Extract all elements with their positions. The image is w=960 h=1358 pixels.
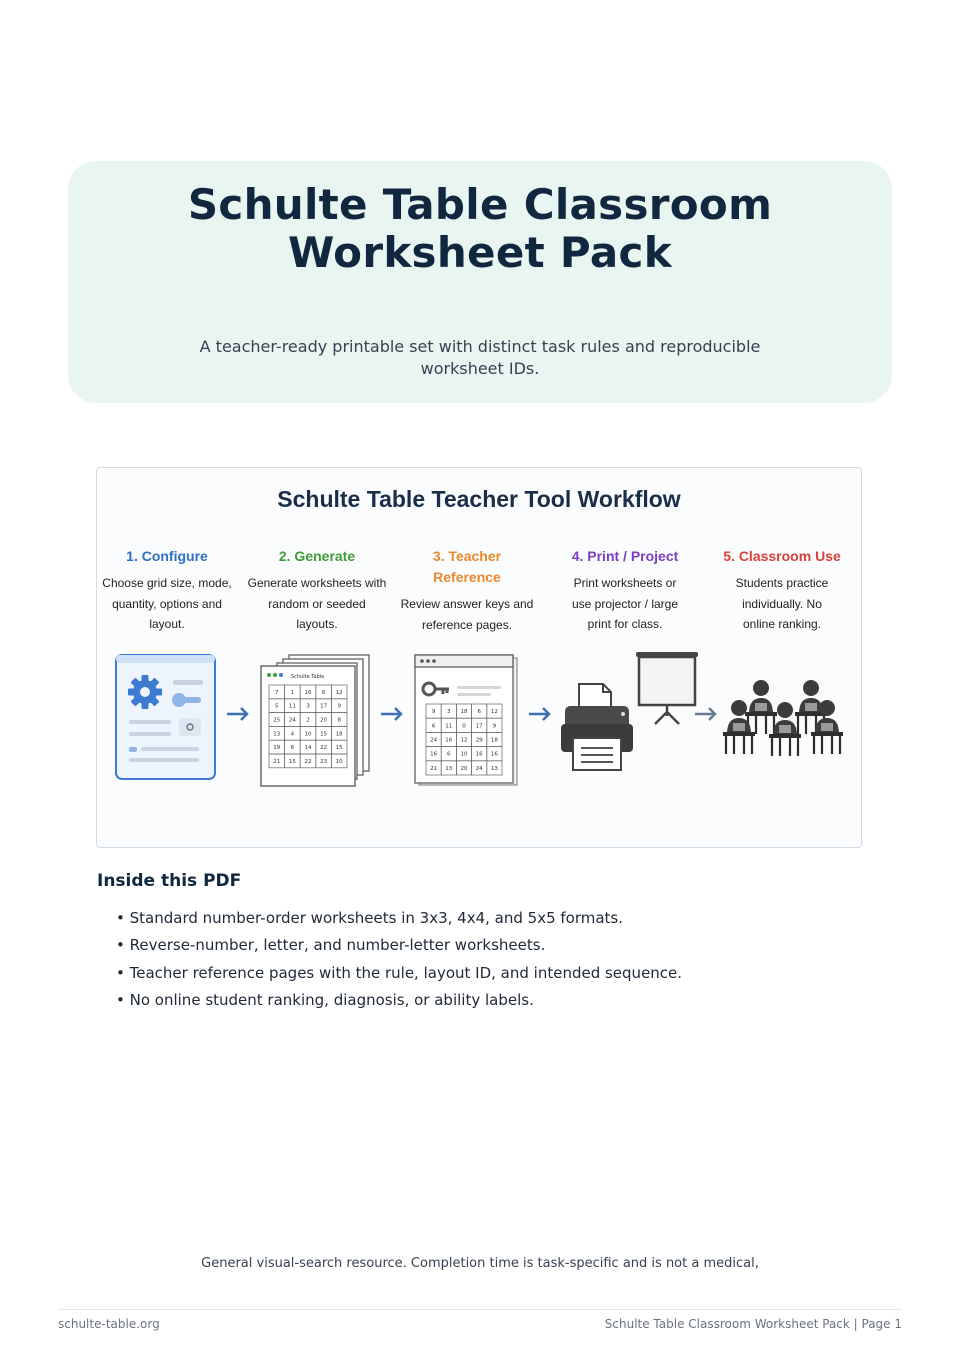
key-number: 17 xyxy=(475,723,483,730)
grid-number: 6 xyxy=(321,689,326,696)
grid-number: 24 xyxy=(288,717,296,724)
key-number: 11 xyxy=(445,723,453,730)
sheet-header: Schulte Table xyxy=(291,674,325,680)
workflow-title: Schulte Table Teacher Tool Workflow xyxy=(277,486,681,512)
grid-number: 2 xyxy=(306,717,310,724)
grid-number: 20 xyxy=(320,717,328,724)
worksheet-front xyxy=(261,666,355,786)
key-number: 20 xyxy=(460,765,468,772)
grid-number: 22 xyxy=(304,758,312,765)
step-teacher-reference xyxy=(397,546,537,635)
key-number: 3 xyxy=(447,709,451,716)
key-number: 6 xyxy=(477,709,481,716)
grid-number: 15 xyxy=(288,758,296,765)
step-description: Print worksheets or use projector / large print for class. xyxy=(571,576,679,631)
classroom-students-icon xyxy=(723,678,845,776)
step-title: 1. Configure xyxy=(126,548,208,564)
arrow-right-icon xyxy=(693,706,719,722)
list-item: • No online student ranking, diagnosis, or ability labels. xyxy=(116,987,682,1014)
arrow-right-icon xyxy=(527,706,553,722)
gear-settings-icon xyxy=(115,654,217,782)
grid-number: 5 xyxy=(275,703,279,710)
key-number: 12 xyxy=(460,737,468,744)
grid-number: 11 xyxy=(288,703,296,710)
key-number: 6 xyxy=(431,723,436,730)
key-number: 18 xyxy=(460,709,468,716)
step-print-project xyxy=(555,546,695,635)
step-title: 4. Print / Project xyxy=(571,548,679,564)
key-number: 16 xyxy=(490,751,498,758)
grid-number: 7 xyxy=(275,689,279,696)
grid-number: 18 xyxy=(335,731,343,738)
grid-number: 12 xyxy=(335,689,343,696)
grid-number: 21 xyxy=(273,758,281,765)
grid-number: 4 xyxy=(290,731,295,738)
step-description: Students practice individually. No online ranking. xyxy=(735,576,829,631)
step-configure xyxy=(97,546,237,635)
key-number: 9 xyxy=(431,709,436,716)
answer-key-icon xyxy=(413,654,519,788)
student-figure xyxy=(769,702,801,756)
key-number: 10 xyxy=(460,751,468,758)
key-number: 21 xyxy=(430,765,438,772)
worksheet-stack-icon xyxy=(259,654,371,788)
key-number: 9 xyxy=(492,723,497,730)
section-heading: Inside this PDF xyxy=(97,871,242,891)
key-number: 24 xyxy=(475,765,483,772)
key-number: 16 xyxy=(445,737,453,744)
key-number: 13 xyxy=(445,765,453,772)
grid-number: 9 xyxy=(337,703,341,710)
key-number: 16 xyxy=(475,751,483,758)
grid-number: 15 xyxy=(320,731,328,738)
hero-banner xyxy=(68,161,892,403)
footer-divider xyxy=(58,1309,902,1310)
key-number: 24 xyxy=(430,737,438,744)
grid-number: 22 xyxy=(320,745,328,752)
step-title: 5. Classroom Use xyxy=(723,548,841,564)
printer-projector-icon xyxy=(559,650,703,776)
key-number: 13 xyxy=(490,765,498,772)
page-title: Schulte Table Classroom Worksheet Pack xyxy=(187,180,773,277)
grid-number: 15 xyxy=(335,745,343,752)
step-description: Choose grid size, mode, quantity, options and layout. xyxy=(102,576,232,631)
page-subtitle: A teacher-ready printable set with distinct task rules and reproducible worksheet IDs. xyxy=(199,337,761,378)
footer-site: schulte-table.org xyxy=(58,1317,160,1331)
list-item: • Standard number-order worksheets in 3x3, 4x4, and 5x5 formats. xyxy=(116,905,682,932)
step-classroom-use xyxy=(712,546,852,635)
key-number: 6 xyxy=(447,751,451,758)
step-generate xyxy=(247,546,387,635)
grid-number: 6 xyxy=(290,745,295,752)
list-item: • Reverse-number, letter, and number-letter worksheets. xyxy=(116,932,682,959)
grid-number: 1 xyxy=(290,689,295,696)
grid-number: 10 xyxy=(335,758,343,765)
workflow-figure xyxy=(96,467,862,848)
key-number: 0 xyxy=(462,723,466,730)
step-title: 3. Teacher Reference xyxy=(432,548,502,585)
step-title: 2. Generate xyxy=(278,548,356,564)
contents-list xyxy=(116,905,682,1014)
step-description: Review answer keys and reference pages. xyxy=(400,597,534,632)
list-item: • Teacher reference pages with the rule, layout ID, and intended sequence. xyxy=(116,960,682,987)
key-number: 16 xyxy=(430,751,438,758)
footer-page-label: Schulte Table Classroom Worksheet Pack | Page 1 xyxy=(604,1317,902,1331)
grid-number: 25 xyxy=(273,717,281,724)
grid-number: 14 xyxy=(304,745,312,752)
key-number: 29 xyxy=(475,737,483,744)
grid-number: 3 xyxy=(306,703,310,710)
step-description: Generate worksheets with random or seeded layouts. xyxy=(247,576,387,631)
grid-number: 13 xyxy=(273,731,281,738)
grid-number: 10 xyxy=(304,731,312,738)
key-number: 18 xyxy=(490,737,498,744)
arrow-right-icon xyxy=(379,706,405,722)
disclaimer-text: General visual-search resource. Completion time is task-specific and is not a medical, xyxy=(201,1256,759,1271)
grid-number: 17 xyxy=(320,703,328,710)
grid-number: 23 xyxy=(320,758,328,765)
grid-number: 16 xyxy=(304,689,312,696)
grid-number: 19 xyxy=(273,745,281,752)
arrow-right-icon xyxy=(225,706,251,722)
grid-number: 8 xyxy=(337,717,341,724)
key-number: 12 xyxy=(490,709,498,716)
